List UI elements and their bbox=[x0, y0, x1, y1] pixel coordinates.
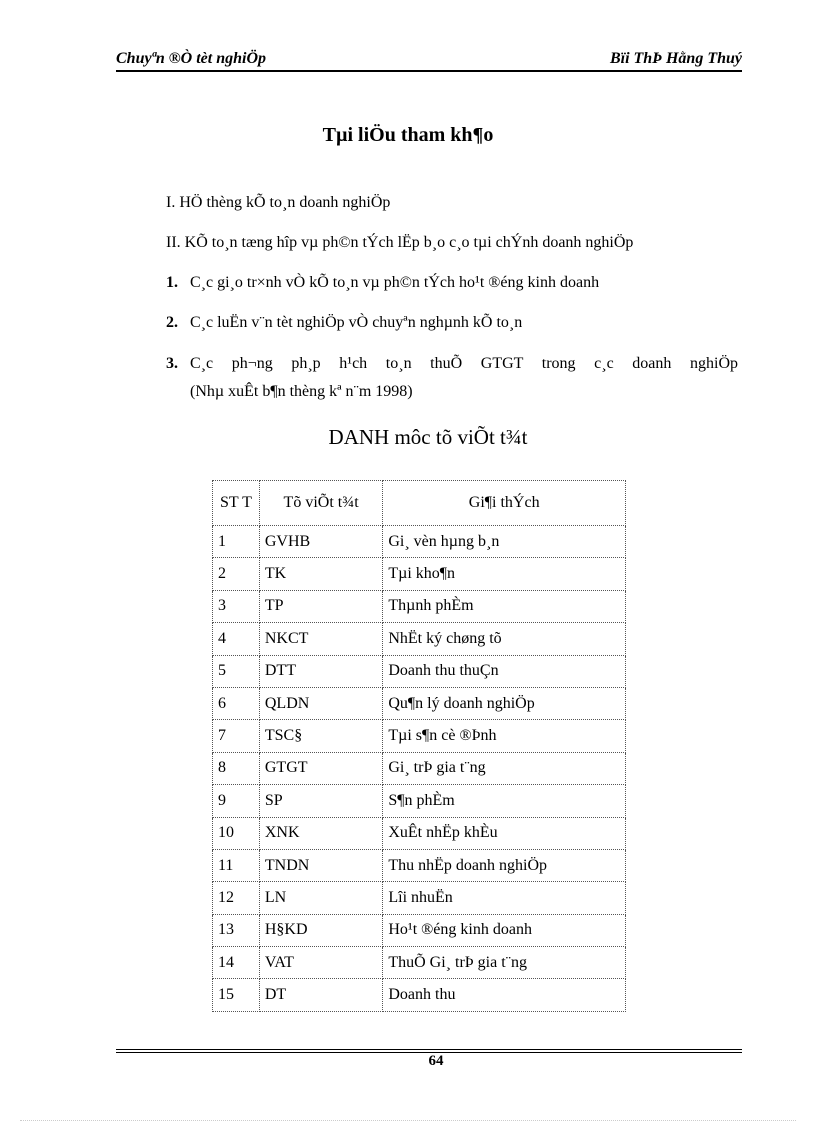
table-row bbox=[213, 687, 626, 719]
bottom-divider bbox=[20, 1120, 796, 1121]
reference-text: C¸c ph¬ng ph¸p h¹ch to¸n thuÕ GTGT trong c¸c doanh nghiÖp bbox=[190, 355, 738, 372]
cell-explanation: Doanh thu bbox=[383, 979, 626, 1011]
cell-abbreviation: DTT bbox=[259, 655, 382, 687]
reference-text: C¸c gi¸o tr×nh vÒ kÕ to¸n vµ ph©n tÝch ho¹t ®éng kinh doanh bbox=[190, 274, 600, 291]
reference-number: II. bbox=[166, 234, 181, 251]
reference-item bbox=[166, 271, 599, 295]
cell-stt: 15 bbox=[213, 979, 260, 1011]
table-row bbox=[213, 623, 626, 655]
cell-explanation: ThuÕ Gi¸ trÞ gia t¨ng bbox=[383, 947, 626, 979]
reference-item bbox=[166, 311, 522, 335]
reference-text: HÖ thèng kÕ to¸n doanh nghiÖp bbox=[179, 194, 391, 211]
cell-stt: 7 bbox=[213, 720, 260, 752]
cell-abbreviation: SP bbox=[259, 785, 382, 817]
cell-stt: 2 bbox=[213, 558, 260, 590]
page-number: 64 bbox=[428, 1053, 444, 1069]
table-row bbox=[213, 849, 626, 881]
cell-abbreviation: H§KD bbox=[259, 914, 382, 946]
page-header bbox=[116, 48, 742, 70]
cell-abbreviation: TSC§ bbox=[259, 720, 382, 752]
cell-stt: 3 bbox=[213, 590, 260, 622]
table-row bbox=[213, 590, 626, 622]
cell-stt: 1 bbox=[213, 526, 260, 558]
table-row bbox=[213, 655, 626, 687]
table-header-row bbox=[213, 481, 626, 526]
reference-text: KÕ to¸n tæng hîp vµ ph©n tÝch lËp b¸o c¸o tµi chÝnh doanh nghiÖp bbox=[184, 234, 634, 251]
cell-explanation: Tµi kho¶n bbox=[383, 558, 626, 590]
cell-stt: 4 bbox=[213, 623, 260, 655]
cell-abbreviation: GTGT bbox=[259, 752, 382, 784]
cell-abbreviation: TP bbox=[259, 590, 382, 622]
reference-publisher: (Nhµ xuÊt b¶n thèng kª n¨m 1998) bbox=[190, 383, 413, 400]
cell-abbreviation: NKCT bbox=[259, 623, 382, 655]
cell-stt: 11 bbox=[213, 849, 260, 881]
abbreviation-table bbox=[212, 480, 626, 1012]
cell-explanation: Thu nhËp doanh nghiÖp bbox=[383, 849, 626, 881]
column-header-stt: ST T bbox=[213, 481, 260, 526]
cell-abbreviation: TK bbox=[259, 558, 382, 590]
cell-abbreviation: GVHB bbox=[259, 526, 382, 558]
reference-number: 1. bbox=[166, 274, 178, 291]
cell-stt: 6 bbox=[213, 687, 260, 719]
table-row bbox=[213, 882, 626, 914]
reference-number: 3. bbox=[166, 355, 178, 372]
cell-abbreviation: LN bbox=[259, 882, 382, 914]
cell-abbreviation: TNDN bbox=[259, 849, 382, 881]
table-row bbox=[213, 526, 626, 558]
cell-explanation: NhËt ký chøng tõ bbox=[383, 623, 626, 655]
reference-item bbox=[166, 191, 390, 215]
table-row bbox=[213, 979, 626, 1011]
reference-text: C¸c luËn v¨n tèt nghiÖp vÒ chuyªn nghµnh kÕ to¸n bbox=[190, 314, 523, 331]
cell-explanation: Tµi s¶n cè ®Þnh bbox=[383, 720, 626, 752]
table-row bbox=[213, 817, 626, 849]
header-left-title: Chuyªn ®Ò tèt nghiÖp bbox=[116, 50, 267, 67]
cell-stt: 12 bbox=[213, 882, 260, 914]
cell-explanation: S¶n phÈm bbox=[383, 785, 626, 817]
cell-explanation: Qu¶n lý doanh nghiÖp bbox=[383, 687, 626, 719]
cell-explanation: Gi¸ vèn hµng b¸n bbox=[383, 526, 626, 558]
header-author: Bïi ThÞ Hằng Thuý bbox=[609, 50, 742, 67]
reference-number: 2. bbox=[166, 314, 178, 331]
cell-explanation: Thµnh phÈm bbox=[383, 590, 626, 622]
table-row bbox=[213, 558, 626, 590]
cell-abbreviation: XNK bbox=[259, 817, 382, 849]
table-row bbox=[213, 785, 626, 817]
cell-explanation: XuÊt nhËp khÈu bbox=[383, 817, 626, 849]
table-row bbox=[213, 752, 626, 784]
column-header-explanation: Gi¶i thÝch bbox=[383, 481, 626, 526]
reference-number: I. bbox=[166, 194, 176, 211]
cell-abbreviation: QLDN bbox=[259, 687, 382, 719]
cell-stt: 14 bbox=[213, 947, 260, 979]
abbreviation-list-title: DANH môc tõ viÕt t¾t bbox=[328, 425, 528, 449]
cell-stt: 5 bbox=[213, 655, 260, 687]
cell-stt: 8 bbox=[213, 752, 260, 784]
column-header-abbreviation: Tõ viÕt t¾t bbox=[259, 481, 382, 526]
reference-item bbox=[166, 350, 738, 406]
cell-stt: 13 bbox=[213, 914, 260, 946]
cell-stt: 10 bbox=[213, 817, 260, 849]
cell-abbreviation: DT bbox=[259, 979, 382, 1011]
cell-explanation: Ho¹t ®éng kinh doanh bbox=[383, 914, 626, 946]
cell-abbreviation: VAT bbox=[259, 947, 382, 979]
footer-rule bbox=[116, 1049, 742, 1050]
header-rule bbox=[116, 70, 742, 72]
cell-explanation: Lîi nhuËn bbox=[383, 882, 626, 914]
page-title: Tµi liÖu tham kh¶o bbox=[322, 124, 494, 146]
table-row bbox=[213, 914, 626, 946]
reference-item bbox=[166, 231, 633, 255]
cell-stt: 9 bbox=[213, 785, 260, 817]
cell-explanation: Gi¸ trÞ gia t¨ng bbox=[383, 752, 626, 784]
table-row bbox=[213, 720, 626, 752]
cell-explanation: Doanh thu thuÇn bbox=[383, 655, 626, 687]
table-row bbox=[213, 947, 626, 979]
